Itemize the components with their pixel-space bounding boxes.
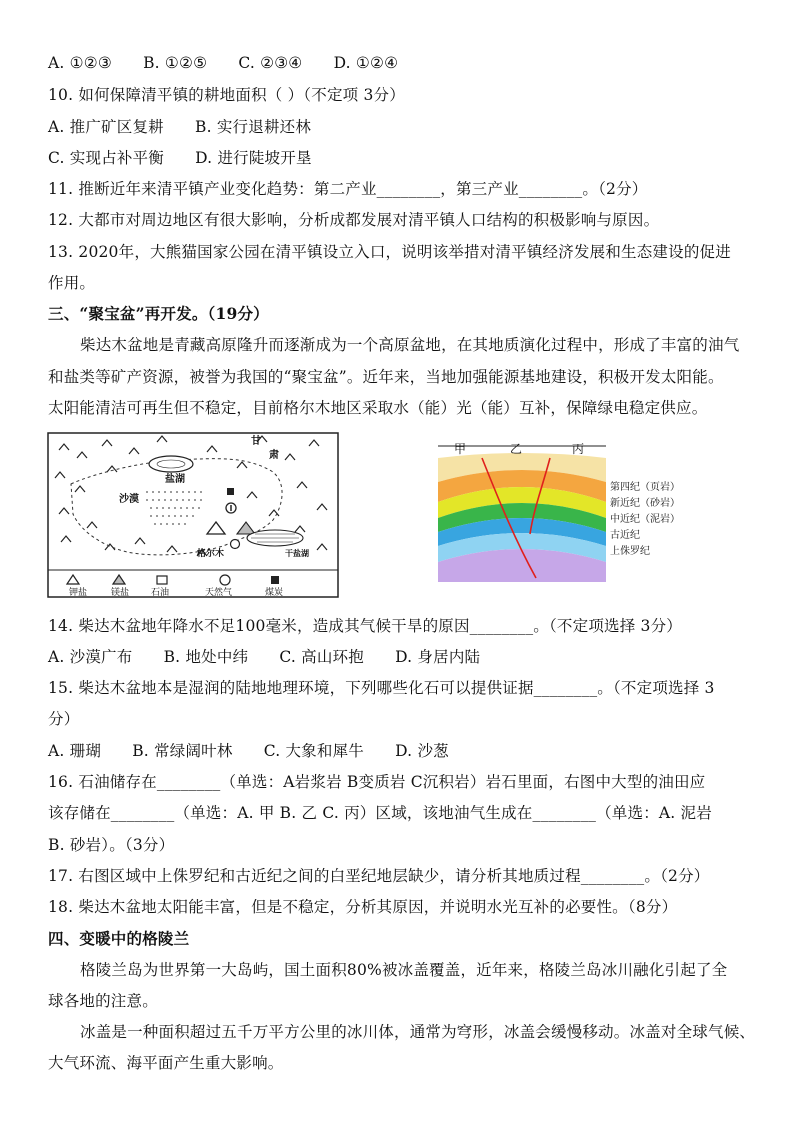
question-11: 11. 推断近年来清平镇产业变化趋势：第二产业________，第三产业________。（2分） xyxy=(48,180,648,198)
q10-option: A. 推广矿区复耕 xyxy=(48,118,164,136)
strata-diagram xyxy=(438,438,700,582)
q9-options xyxy=(48,52,424,74)
strata-legend-quaternary: 第四纪（页岩） xyxy=(610,482,680,493)
question-10: 10. 如何保障清平镇的耕地面积（ ）（不定项 3分） xyxy=(48,86,405,104)
legend-label-magnesium: 镁盐 xyxy=(111,588,130,598)
q15-option: D. 沙葱 xyxy=(395,742,449,760)
q10-option: B. 实行退耕还林 xyxy=(195,118,312,136)
passage-1-line1: 柴达木盆地是青藏高原隆升而逐渐成为一个高原盆地，在其地质演化过程中，形成了丰富的油气 xyxy=(80,336,740,354)
question-13-line1: 13. 2020年，大熊猫国家公园在清平镇设立入口，说明该举措对清平镇经济发展和生态建设的促进 xyxy=(48,243,731,261)
strata-legend-upper-jurassic: 上侏罗纪 xyxy=(610,546,650,557)
q10-option: D. 进行陡坡开垦 xyxy=(195,149,312,167)
question-17: 17. 右图区域中上侏罗纪和古近纪之间的白垩纪地层缺少，请分析其地质过程________。（2分） xyxy=(48,867,710,885)
map-label-su: 肃 xyxy=(269,450,279,461)
legend-label-coal: 煤炭 xyxy=(265,588,284,598)
q14-option: B. 地处中纬 xyxy=(163,648,249,666)
question-12: 12. 大都市对周边地区有很大影响，分析成都发展对清平镇人口结构的积极影响与原因。 xyxy=(48,211,660,229)
question-18: 18. 柴达木盆地太阳能丰富，但是不稳定，分析其原因，并说明水光互补的必要性。（8分） xyxy=(48,898,678,916)
legend-label-petroleum: 石油 xyxy=(151,588,170,598)
legend-gas-icon xyxy=(220,575,230,585)
q10-options-row2 xyxy=(48,147,338,169)
q15-options xyxy=(48,740,475,762)
section-3-heading: 三、“聚宝盆”再开发。（19分） xyxy=(48,304,269,323)
passage-3-line1: 冰盖是一种面积超过五千万平方公里的冰川体，通常为穹形，冰盖会缓慢移动。冰盖对全球气候、 xyxy=(80,1023,756,1041)
passage-3-line2: 大气环流、海平面产生重大影响。 xyxy=(48,1054,284,1072)
q14-option: A. 沙漠广布 xyxy=(48,648,133,666)
question-14: 14. 柴达木盆地年降水不足100毫米，造成其气候干旱的原因________。（不定项选择 3分） xyxy=(48,617,683,635)
q15-option: B. 常绿阔叶林 xyxy=(132,742,233,760)
q14-option: C. 高山环抱 xyxy=(279,648,364,666)
map-label-dry-salt-lake: 干盐湖 xyxy=(285,549,309,558)
passage-1-line3: 太阳能清洁可再生但不稳定，目前格尔木地区采取水（能）光（能）互补，保障绿电稳定供应。 xyxy=(48,399,708,417)
question-15-line1: 15. 柴达木盆地本是湿润的陆地地理环境，下列哪些化石可以提供证据________。（不定项选择 3 xyxy=(48,679,715,697)
passage-1-line2: 和盐类等矿产资源，被誉为我国的“聚宝盆”。近年来，当地加强能源基地建设，积极开发太阳能。 xyxy=(48,368,724,386)
question-15-line2: 分） xyxy=(48,710,80,728)
geermu-town-icon xyxy=(231,540,240,549)
legend-petroleum-icon xyxy=(157,576,167,584)
question-16-line3: B. 砂岩）。（3分） xyxy=(48,836,175,854)
question-16-line2: 该存储在________（单选：A. 甲 B. 乙 C. 丙）区域，该地油气生成在________（单选：A. 泥岩 xyxy=(48,804,712,822)
q9-option: B. ①②⑤ xyxy=(143,54,208,72)
legend-coal-icon xyxy=(271,576,279,584)
strata-label-bing: 丙 xyxy=(572,442,585,456)
map-label-gan: 甘 xyxy=(251,436,261,447)
q15-option: C. 大象和犀牛 xyxy=(263,742,364,760)
map-label-geermu: 格尔木 xyxy=(197,549,225,559)
q14-option: D. 身居内陆 xyxy=(395,648,481,666)
strata-legend-middle: 中近纪（泥岩） xyxy=(610,514,680,525)
legend-label-potash: 钾盐 xyxy=(69,588,88,598)
map-label-salt-lake: 盐湖 xyxy=(165,474,185,485)
q10-option: C. 实现占补平衡 xyxy=(48,149,164,167)
q14-options xyxy=(48,646,506,668)
coal-symbol xyxy=(227,488,234,495)
map-label-desert: 沙漠 xyxy=(119,494,139,505)
question-13-line2: 作用。 xyxy=(48,274,96,292)
qaidam-map xyxy=(47,432,339,598)
passage-2-line2: 球各地的注意。 xyxy=(48,992,158,1010)
strata-legend-paleogene: 古近纪 xyxy=(610,530,640,541)
salt-lake-north xyxy=(149,456,193,472)
section-4-heading: 四、变暖中的格陵兰 xyxy=(48,929,190,948)
strata-legend-neogene: 新近纪（砂岩） xyxy=(610,498,680,509)
q10-options-row1 xyxy=(48,116,337,138)
passage-2-line1: 格陵兰岛为世界第一大岛屿，国土面积80%被冰盖覆盖，近年来，格陵兰岛冰川融化引起了全 xyxy=(80,961,728,979)
strata-label-yi: 乙 xyxy=(510,442,523,456)
question-16-line1: 16. 石油储存在________（单选：A岩浆岩 B变质岩 C沉积岩）岩石里面，右图中大型的油田应 xyxy=(48,773,706,791)
q15-option: A. 珊瑚 xyxy=(48,742,102,760)
q9-option: D. ①②④ xyxy=(333,54,399,72)
strata-label-jia: 甲 xyxy=(454,442,467,456)
legend-label-gas: 天然气 xyxy=(205,588,233,598)
q9-option: C. ②③④ xyxy=(238,54,303,72)
q9-option: A. ①②③ xyxy=(48,54,112,72)
